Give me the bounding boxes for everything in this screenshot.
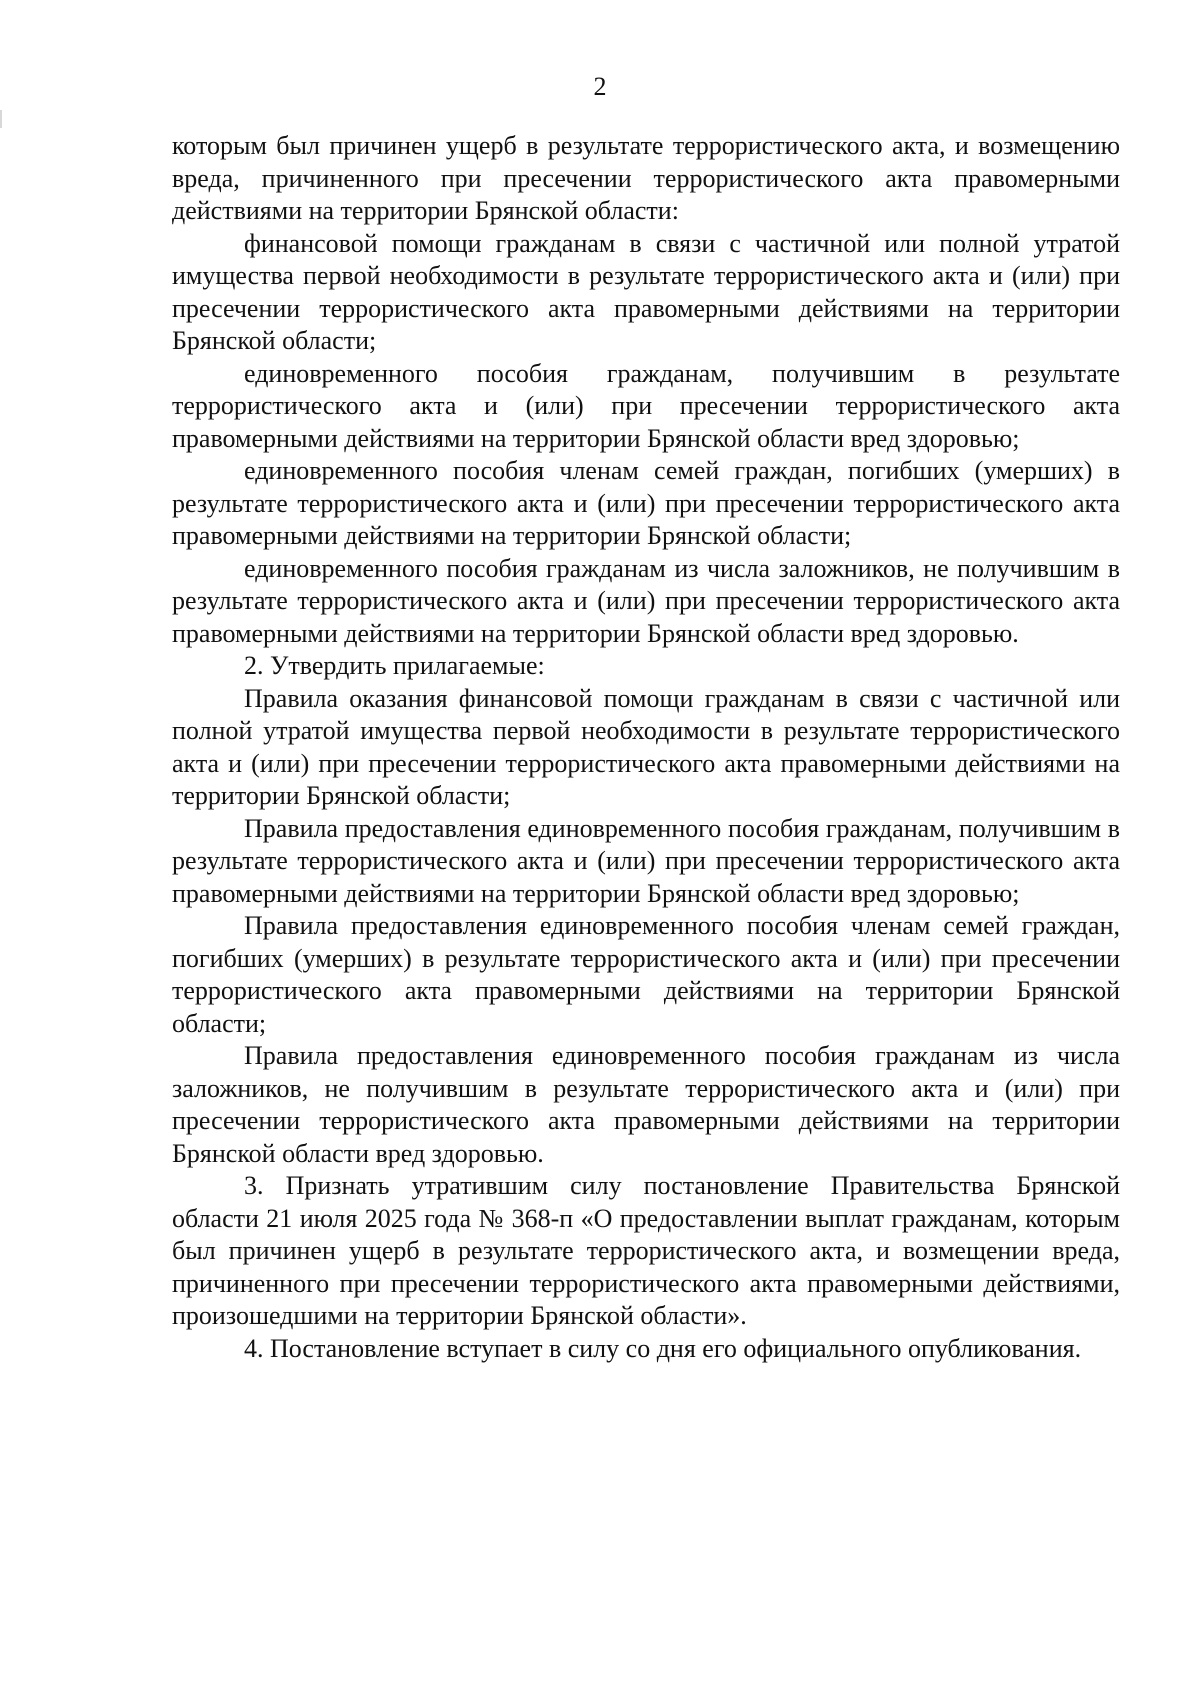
page-number: 2: [593, 72, 607, 101]
paragraph-rules-hostages: Правила предоставления единовременного пособия гражданам из числа заложников, не получившим в результате террористического акта и (или) при пресечении террористического акта правомерными действиями на территории Брянской области вред здоровью.: [172, 1041, 1120, 1168]
document-body: [172, 130, 1120, 1365]
paragraph-lump-sum-hostages: единовременного пособия гражданам из числа заложников, не получившим в результате террористического акта и (или) при пресечении террористического акта правомерными действиями на территории Брянской области вред здоровью.: [172, 553, 1120, 648]
paragraph-lump-sum-families: единовременного пособия членам семей граждан, погибших (умерших) в результате террористического акта и (или) при пресечении террористического акта правомерными действиями на территории Брянской области;: [172, 456, 1120, 550]
paragraph-rules-families: Правила предоставления единовременного пособия членам семей граждан, погибших (умерших) в результате террористического акта и (или) при пресечении террористического акта правомерными действиями на территории Брянской области;: [172, 911, 1120, 1038]
paragraph-item-4: 4. Постановление вступает в силу со дня его официального опубликования.: [244, 1333, 1082, 1363]
paragraph-item-2: 2. Утвердить прилагаемые:: [244, 651, 545, 680]
paragraph-item-3: 3. Признать утратившим силу постановление Правительства Брянской области 21 июля 2025 года № 368-п «О предоставлении выплат гражданам, которым был причинен ущерб в результате террористического акта, и возмещении вреда, причиненного при пресечении террористического акта правомерными действиями, произошедшими на территории Брянской области».: [172, 1171, 1120, 1330]
paragraph-lump-sum-injured: единовременного пособия гражданам, получившим в результате террористического акта и (или) при пресечении террористического акта правомерными действиями на территории Брянской области вред здоровью;: [172, 358, 1120, 453]
paragraph-rules-financial-assistance: Правила оказания финансовой помощи гражданам в связи с частичной или полной утратой имущества первой необходимости в результате террористического акта и (или) при пресечении террористического акта правомерными действиями на территории Брянской области;: [172, 683, 1120, 810]
paragraph-continuation: которым был причинен ущерб в результате террористического акта, и возмещению вреда, причиненного при пресечении террористического акта правомерными действиями на территории Брянской области:: [172, 131, 1120, 225]
paragraph-rules-injured: Правила предоставления единовременного пособия гражданам, получившим в результате террористического акта и (или) при пресечении террористического акта правомерными действиями на территории Брянской области вред здоровью;: [172, 813, 1120, 908]
paragraph-financial-assistance: финансовой помощи гражданам в связи с частичной или полной утратой имущества первой необходимости в результате террористического акта и (или) при пресечении террористического акта правомерными действиями на территории Брянской области;: [172, 228, 1120, 355]
scan-edge-mark: [0, 110, 2, 128]
